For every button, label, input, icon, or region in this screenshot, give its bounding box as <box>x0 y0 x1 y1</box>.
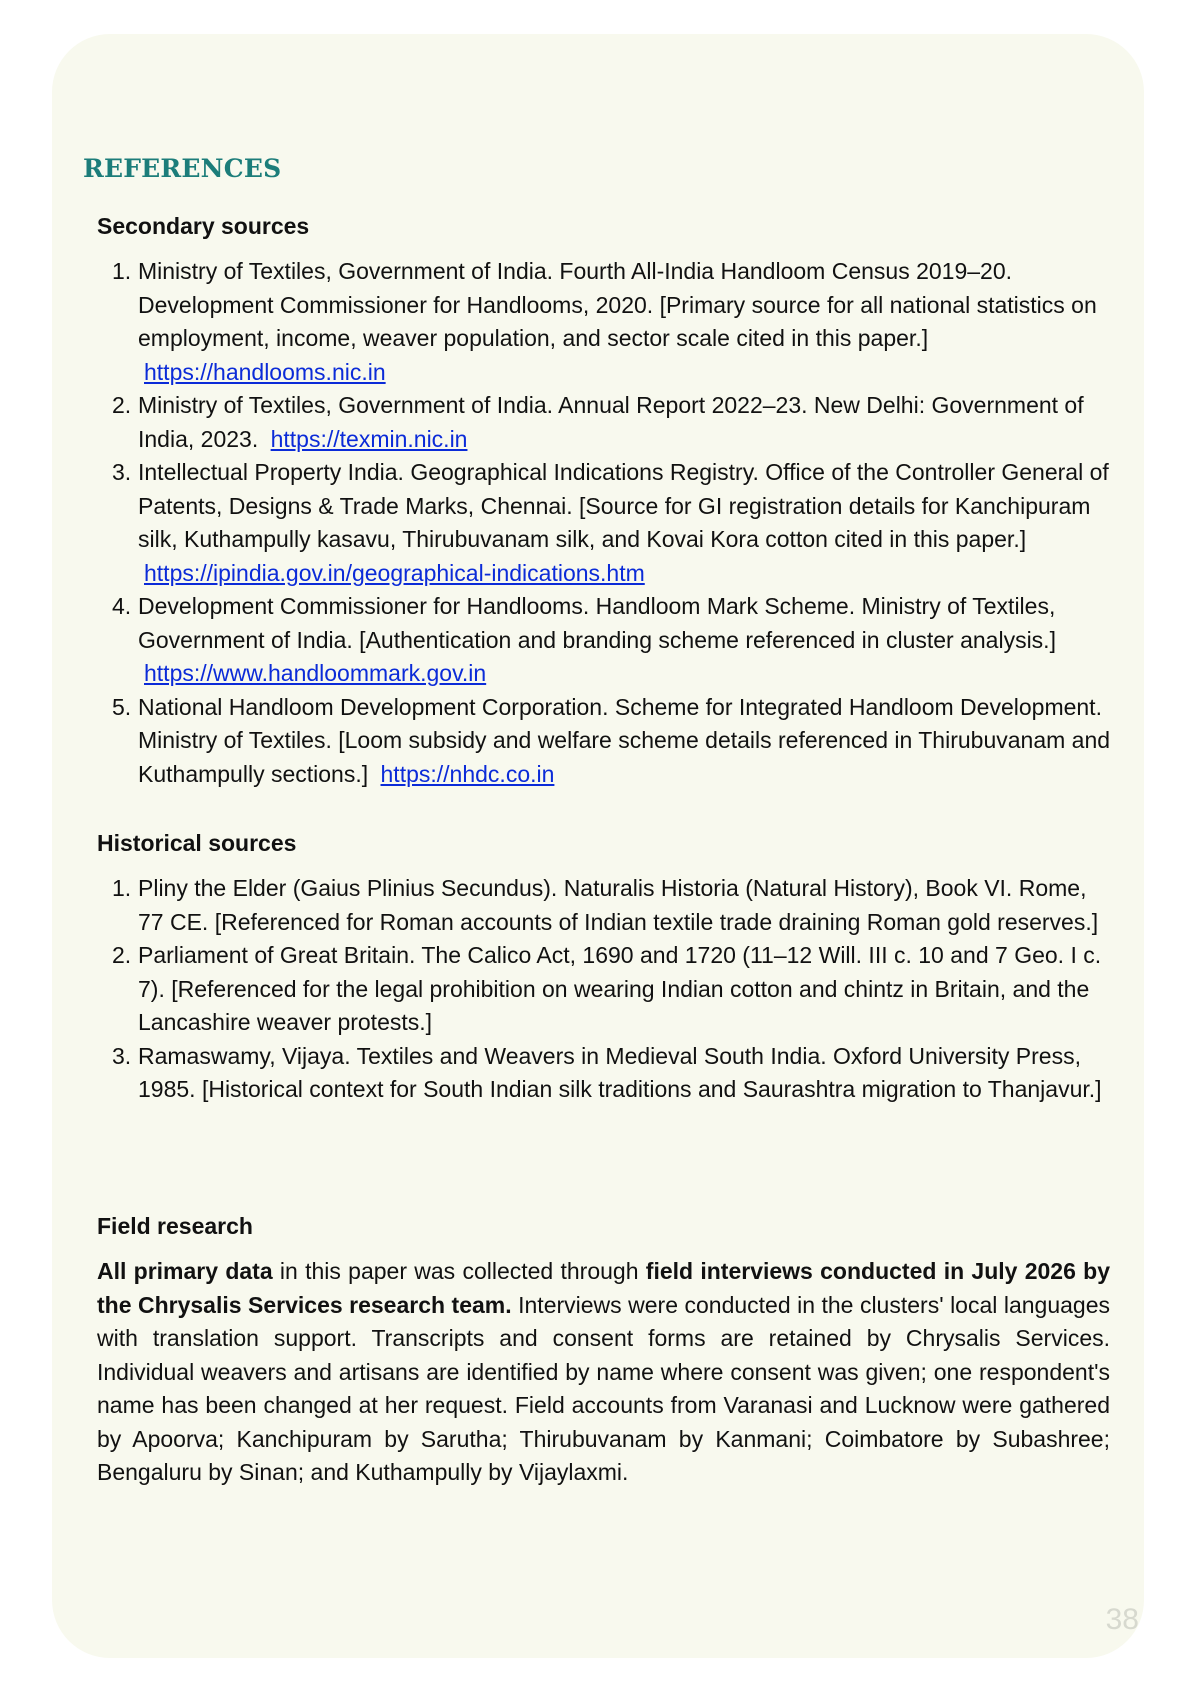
historical-sources-list <box>97 872 1111 1107</box>
references-heading: REFERENCES <box>83 154 282 183</box>
reference-text: Pliny the Elder (Gaius Plinius Secundus). Naturalis Historia (Natural History), Book VI. Rome, 77 CE. [Referenced for Roman accounts of Indian textile trade draining Roman gold reserves.] <box>138 875 1099 935</box>
reference-number: 5. <box>112 693 132 720</box>
reference-text: National Handloom Development Corporation. Scheme for Integrated Handloom Development. Ministry of Textiles. [Loom subsidy and welfare scheme details referenced in Thirubuvanam and Kuthampully sections.] <box>138 693 1111 787</box>
page-number: 38 <box>1105 1603 1139 1636</box>
reference-text: Ramaswamy, Vijaya. Textiles and Weavers in Medieval South India. Oxford University Press, 1985. [Historical context for South Indian silk traditions and Saurashtra migration to Thanjavur.] <box>138 1042 1102 1102</box>
reference-link[interactable]: https://www.handloommark.gov.in <box>144 660 487 686</box>
reference-text: Intellectual Property India. Geographical Indications Registry. Office of the Controller General of Patents, Designs & Trade Marks, Chennai. [Source for GI registration details for Kanchipuram silk, Kuthampully kasavu, Thirubuvanam silk, and Kovai Kora cotton cited in this paper.] <box>138 459 1109 552</box>
reference-link[interactable]: https://texmin.nic.in <box>270 425 468 452</box>
field-bold-lead: All primary data <box>97 1258 273 1284</box>
reference-item <box>97 590 1111 691</box>
reference-item <box>97 872 1111 939</box>
field-bold-interviews: field interviews conducted in July 2026 by the Chrysalis Services research team. <box>97 1258 1111 1318</box>
reference-link[interactable]: https://ipindia.gov.in/geographical-indications.htm <box>144 559 645 586</box>
reference-number: 4. <box>112 593 132 619</box>
field-text-2: Interviews were conducted in the clusters' local languages with translation support. Transcripts and consent forms are retained by Chrysalis Services. Individual weavers and artisans are identified by name where consent was given; one respondent's name has been changed at her request. Field accounts from Varanasi and Lucknow were gathered by Apoorva; Kanchipuram by Sarutha; Thirubuvanam by Kanmani; Coimbatore by Subashree; Bengaluru by Sinan; and Kuthampully by Vijaylaxmi. <box>97 1291 1111 1485</box>
reference-number: 2. <box>112 942 132 968</box>
reference-text: Development Commissioner for Handlooms. Handloom Mark Scheme. Ministry of Textiles, Government of India. [Authentication and branding scheme referenced in cluster analysis.] <box>138 593 1056 653</box>
reference-link[interactable]: https://handlooms.nic.in <box>144 358 386 385</box>
reference-item <box>97 691 1111 792</box>
reference-number: 1. <box>112 258 132 284</box>
reference-number: 2. <box>112 392 132 418</box>
reference-link[interactable]: https://nhdc.co.in <box>380 760 555 787</box>
historical-sources-title: Historical sources <box>97 830 297 856</box>
field-research-title: Field research <box>97 1213 253 1239</box>
reference-number: 3. <box>112 1042 132 1069</box>
reference-item <box>97 939 1111 1040</box>
reference-item <box>97 1040 1111 1107</box>
reference-text: Ministry of Textiles, Government of India. Fourth All-India Handloom Census 2019–20. Development Commissioner for Handlooms, 2020. [Primary source for all national statistics on employment, income, weaver population, and sector scale cited in this paper.] <box>138 258 1097 351</box>
reference-number: 1. <box>112 875 132 901</box>
reference-text: Parliament of Great Britain. The Calico Act, 1690 and 1720 (11–12 Will. III c. 10 and 7 Geo. I c. 7). [Referenced for the legal prohibition on wearing Indian cotton and chintz in Britain, and the Lancashire weaver protests.] <box>138 942 1102 1035</box>
field-text-1: in this paper was collected through <box>272 1258 646 1284</box>
reference-number: 3. <box>112 459 132 485</box>
field-research-paragraph <box>97 1255 1110 1490</box>
secondary-sources-title: Secondary sources <box>97 213 310 239</box>
reference-text: Ministry of Textiles, Government of India. Annual Report 2022–23. New Delhi: Government of India, 2023. <box>138 392 1084 452</box>
secondary-sources-list <box>97 255 1111 791</box>
reference-item <box>97 456 1111 590</box>
reference-item <box>97 389 1111 456</box>
reference-item <box>97 255 1111 389</box>
